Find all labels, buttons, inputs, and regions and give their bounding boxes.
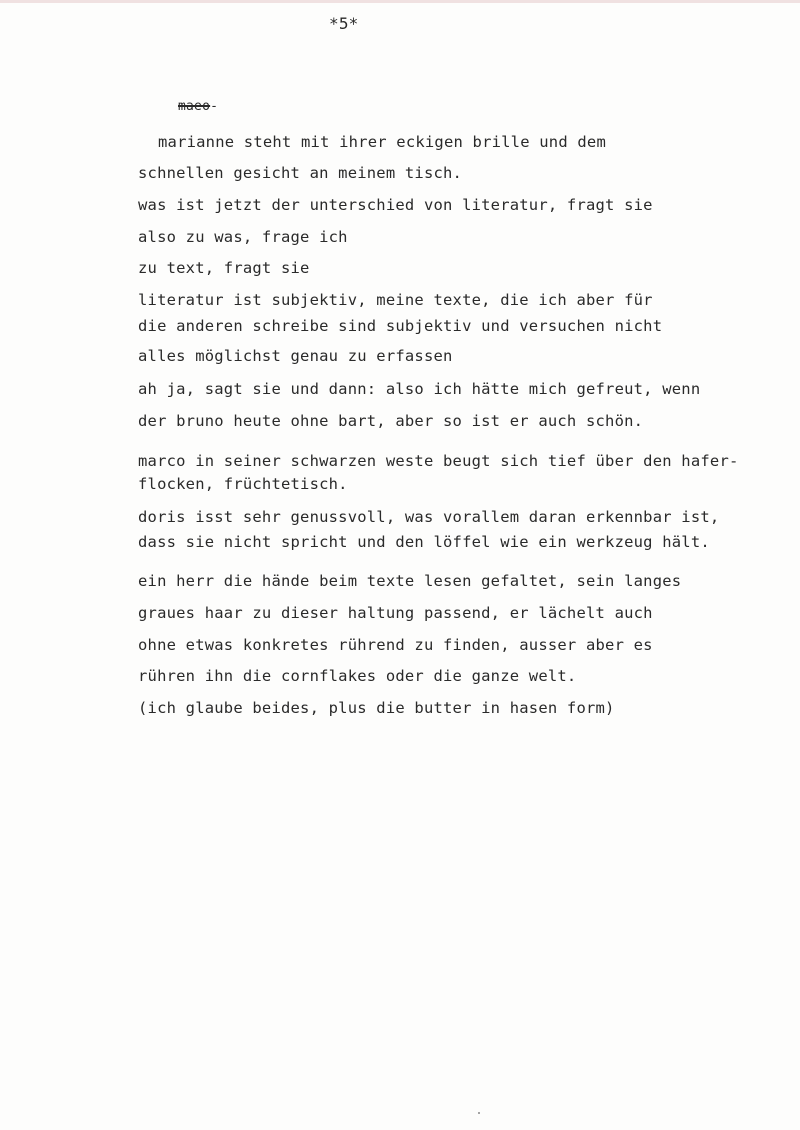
text-line: rühren ihn die cornflakes oder die ganze welt. — [138, 667, 577, 685]
page-top-edge — [0, 0, 800, 3]
page-number: *5* — [329, 14, 359, 33]
text-line: der bruno heute ohne bart, aber so ist er auch schön. — [138, 412, 644, 430]
text-line: literatur ist subjektiv, meine texte, die ich aber für — [138, 291, 653, 309]
struck-out-word — [178, 99, 218, 114]
text-line: alles möglichst genau zu erfassen — [138, 347, 453, 365]
text-line: also zu was, frage ich — [138, 228, 348, 246]
paper-speck — [478, 1112, 480, 1114]
text-line: dass sie nicht spricht und den löffel wie ein werkzeug hält. — [138, 533, 710, 551]
text-line: ohne etwas konkretes rührend zu finden, ausser aber es — [138, 636, 653, 654]
text-line: ein herr die hände beim texte lesen gefaltet, sein langes — [138, 572, 682, 590]
text-line: zu text, fragt sie — [138, 259, 310, 277]
text-line: (ich glaube beides, plus die butter in hasen form) — [138, 699, 615, 717]
text-line: doris isst sehr genussvoll, was vorallem daran erkennbar ist, — [138, 508, 720, 526]
struck-text: maeo — [178, 99, 211, 114]
text-line: was ist jetzt der unterschied von literatur, fragt sie — [138, 196, 653, 214]
text-line: ah ja, sagt sie und dann: also ich hätte mich gefreut, wenn — [138, 380, 701, 398]
text-line: schnellen gesicht an meinem tisch. — [138, 164, 463, 182]
text-line: graues haar zu dieser haltung passend, er lächelt auch — [138, 604, 653, 622]
text-line: marianne steht mit ihrer eckigen brille und dem — [158, 133, 606, 151]
struck-suffix: - — [210, 99, 219, 114]
text-line: marco in seiner schwarzen weste beugt sich tief über den hafer- — [138, 452, 739, 470]
text-line: die anderen schreibe sind subjektiv und versuchen nicht — [138, 317, 663, 335]
text-line: flocken, früchtetisch. — [138, 475, 348, 493]
